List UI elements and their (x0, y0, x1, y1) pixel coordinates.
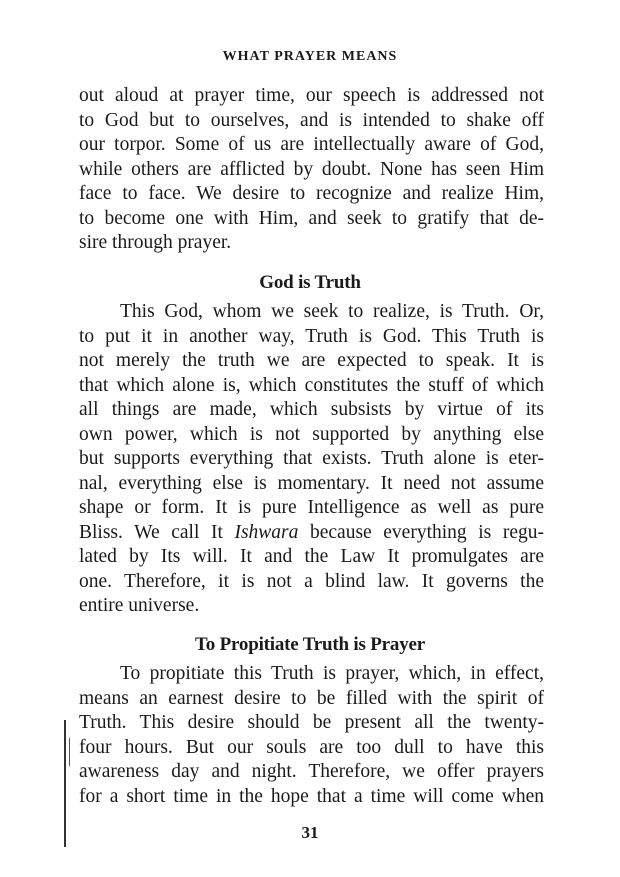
paragraph-line: entire universe. (79, 595, 200, 616)
paragraph-line-with-italic (79, 521, 544, 546)
paragraph-line: that which alone is, which constitutes the stuff of which (79, 374, 544, 396)
line-text-before: Bliss. We call It (79, 521, 235, 543)
paragraph-line: out aloud at prayer time, our speech is addressed not (79, 85, 544, 106)
paragraph-line: shape or form. It is pure Intelligence as well as pure (79, 497, 544, 518)
paragraph-line: awareness day and night. Therefore, we offer prayers (79, 761, 544, 782)
paragraph-line: means an earnest desire to be filled with the spirit of (79, 687, 544, 709)
paragraph-line: Truth. This desire should be present all the twenty- (79, 712, 544, 733)
paragraph-line: To propitiate this Truth is prayer, which, in effect, (120, 663, 544, 684)
section-heading-propitiate-truth: To Propitiate Truth is Prayer (195, 634, 425, 655)
paragraph-line: This God, whom we seek to realize, is Truth. Or, (120, 301, 544, 322)
paragraph-line: but supports everything that exists. Truth alone is eter- (79, 448, 544, 469)
margin-scan-mark (69, 738, 70, 766)
paragraph-line: to become one with Him, and seek to gratify that de- (79, 207, 544, 229)
italic-term-ishwara: Ishwara (234, 521, 299, 543)
running-head: WHAT PRAYER MEANS (222, 49, 398, 64)
paragraph-line: four hours. But our souls are too dull to have this (79, 736, 544, 758)
paragraph-line: to put it in another way, Truth is God. This Truth is (79, 325, 544, 347)
paragraph-line: for a short time in the hope that a time will come when (79, 785, 544, 807)
paragraph-line: not merely the truth we are expected to speak. It is (79, 350, 544, 371)
line-text-after: because everything is regu- (298, 521, 544, 543)
paragraph-3 (79, 662, 544, 809)
section-heading-god-is-truth: God is Truth (259, 272, 361, 293)
paragraph-line: lated by Its will. It and the Law It promulgates are (79, 546, 544, 567)
paragraph-line: own power, which is not supported by anything else (79, 423, 544, 445)
paragraph-line: all things are made, which subsists by virtue of its (79, 399, 544, 420)
paragraph-line: one. Therefore, it is not a blind law. It governs the (79, 570, 544, 592)
page-number: 31 (301, 823, 319, 842)
paragraph-line: to God but to ourselves, and is intended to shake off (79, 109, 544, 131)
paragraph-line: nal, everything else is momentary. It need not assume (79, 472, 544, 494)
paragraph-1 (79, 84, 544, 256)
paragraph-line: sire through prayer. (79, 232, 232, 253)
paragraph-line: our torpor. Some of us are intellectually aware of God, (79, 134, 544, 155)
paragraph-2 (79, 300, 544, 619)
paragraph-line: face to face. We desire to recognize and realize Him, (79, 183, 544, 204)
paragraph-line: while others are afflicted by doubt. None has seen Him (79, 158, 544, 180)
